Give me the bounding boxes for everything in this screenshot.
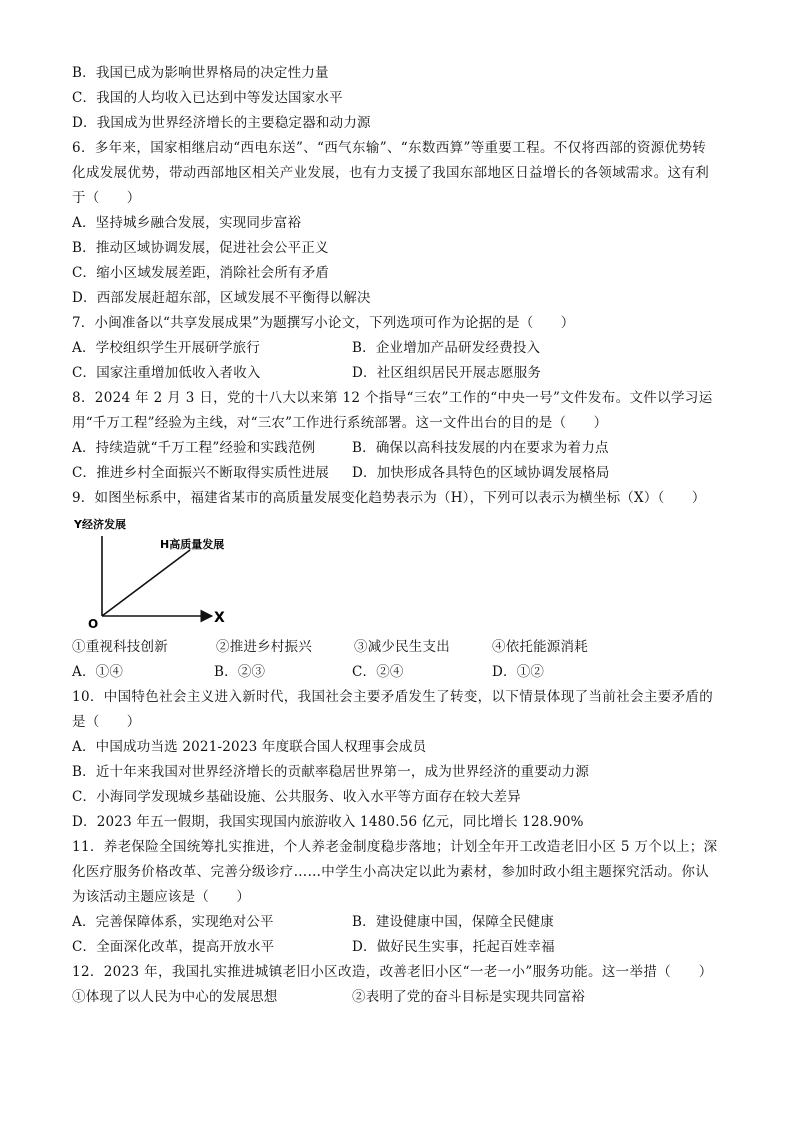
q12-statement-1: ①体现了以人民为中心的发展思想 xyxy=(72,989,278,1005)
q9-stem: 9．如图坐标系中，福建省某市的高质量发展变化趋势表示为（H），下列可以表示为横坐标（X）（ ） xyxy=(72,490,706,506)
q9-statements-row xyxy=(72,637,724,657)
q11-stem-line-1: 11．养老保险全国统筹扎实推进，个人养老金制度稳步落地；计划全年开工改造老旧小区 5 万个以上；深 xyxy=(72,839,718,855)
q12-statement-2: ②表明了党的奋斗目标是实现共同富裕 xyxy=(352,989,585,1005)
q9-statement-4: ④依托能源消耗 xyxy=(492,639,588,655)
q9-statement-3: ③减少民生支出 xyxy=(354,639,450,655)
q9-statement-1: ①重视科技创新 xyxy=(72,639,168,655)
q11-option-d: D．做好民生实事，托起百姓幸福 xyxy=(352,939,555,955)
q8-stem-line-1: 8．2024 年 2 月 3 日，党的十八大以来第 12 个指导“三农”工作的“中央一号”文件发布。文件以学习运 xyxy=(72,390,713,406)
q8-stem-line-2: 用“千万工程”经验为主线，对“三农”工作进行系统部署。这一文件出台的目的是（ ） xyxy=(72,415,608,431)
q7-option-b: B．企业增加产品研发经费投入 xyxy=(352,340,541,356)
q10-option-d: D．2023 年五一假期，我国实现国内旅游收入 1480.56 亿元，同比增长 128.90% xyxy=(72,814,584,830)
q5-option-b: B．我国已成为影响世界格局的决定性力量 xyxy=(72,65,329,81)
q9-option-d: D．①② xyxy=(492,664,545,680)
q6-stem-line-2: 化成发展优势，带动西部地区相关产业发展，也有力支援了我国东部地区日益增长的各领域需求。这有利 xyxy=(72,165,710,181)
q7-options-row-2 xyxy=(72,363,724,383)
q11-option-b: B．建设健康中国，保障全民健康 xyxy=(352,914,554,930)
q9-option-b: B．②③ xyxy=(214,664,266,680)
q8-options-row-1 xyxy=(72,438,724,458)
q5-option-c: C．我国的人均收入已达到中等发达国家水平 xyxy=(72,90,343,106)
x-axis-label: X xyxy=(214,610,225,626)
q11-options-row-2 xyxy=(72,937,724,957)
q11-stem-line-2: 化医疗服务价格改革、完善分级诊疗……中学生小高决定以此为素材，参加时政小组主题探究活动。你认 xyxy=(72,864,710,880)
q5-option-d: D．我国成为世界经济增长的主要稳定器和动力源 xyxy=(72,115,371,131)
q9-coordinate-figure xyxy=(72,516,232,632)
q12-statements-row xyxy=(72,987,724,1007)
q10-stem-line-2: 是（ ） xyxy=(72,714,141,730)
q11-option-a: A．完善保障体系，实现绝对公平 xyxy=(72,914,274,930)
q7-option-c: C．国家注重增加低收入者收入 xyxy=(72,365,261,381)
q9-statement-2: ②推进乡村振兴 xyxy=(216,639,312,655)
y-axis-label: Y经济发展 xyxy=(74,518,126,531)
q6-stem-line-3: 于（ ） xyxy=(72,190,141,206)
q10-option-a: A．中国成功当选 2021-2023 年度联合国人权理事会成员 xyxy=(72,739,427,755)
q8-option-b: B．确保以高科技发展的内在要求为着力点 xyxy=(352,440,609,456)
h-line-label: H高质量发展 xyxy=(160,538,225,551)
q7-option-a: A．学校组织学生开展研学旅行 xyxy=(72,340,261,356)
q11-options-row-1 xyxy=(72,912,724,932)
q7-option-d: D．社区组织居民开展志愿服务 xyxy=(352,365,542,381)
q6-stem-line-1: 6．多年来，国家相继启动“西电东送”、“西气东输”、“东数西算”等重要工程。不仅将西部的资源优势转 xyxy=(72,140,707,156)
q10-option-c: C．小海同学发现城乡基础设施、公共服务、收入水平等方面存在较大差异 xyxy=(72,789,521,805)
q8-option-d: D．加快形成各具特色的区域协调发展格局 xyxy=(352,465,610,481)
q10-option-b: B．近十年来我国对世界经济增长的贡献率稳居世界第一，成为世界经济的重要动力源 xyxy=(72,764,590,780)
q8-option-c: C．推进乡村全面振兴不断取得实质性进展 xyxy=(72,465,330,481)
q11-option-c: C．全面深化改革，提高开放水平 xyxy=(72,939,275,955)
q9-option-c: C．②④ xyxy=(352,664,404,680)
q6-option-b: B．推动区域协调发展，促进社会公平正义 xyxy=(72,240,329,256)
q9-option-a: A．①④ xyxy=(72,664,124,680)
q7-stem: 7．小闽准备以“共享发展成果”为题撰写小论文，下列选项可作为论据的是（ ） xyxy=(72,315,575,331)
q10-stem-line-1: 10．中国特色社会主义进入新时代，我国社会主要矛盾发生了转变，以下情景体现了当前社会主要矛盾的 xyxy=(72,689,714,705)
h-trend-line xyxy=(102,550,190,616)
q6-option-c: C．缩小区域发展差距，消除社会所有矛盾 xyxy=(72,265,330,281)
q9-options-row xyxy=(72,662,724,682)
q8-option-a: A．持续造就“千万工程”经验和实践范例 xyxy=(72,440,316,456)
q8-options-row-2 xyxy=(72,463,724,483)
origin-label: O xyxy=(88,617,99,631)
q11-stem-line-3: 为该活动主题应该是（ ） xyxy=(72,889,251,905)
q12-stem: 12．2023 年，我国扎实推进城镇老旧小区改造，改善老旧小区“一老一小”服务功能。这一举措（ ） xyxy=(72,964,713,980)
q7-options-row-1 xyxy=(72,338,724,358)
q6-option-d: D．西部发展赶超东部，区域发展不平衡得以解决 xyxy=(72,290,371,306)
q6-option-a: A．坚持城乡融合发展，实现同步富裕 xyxy=(72,215,302,231)
